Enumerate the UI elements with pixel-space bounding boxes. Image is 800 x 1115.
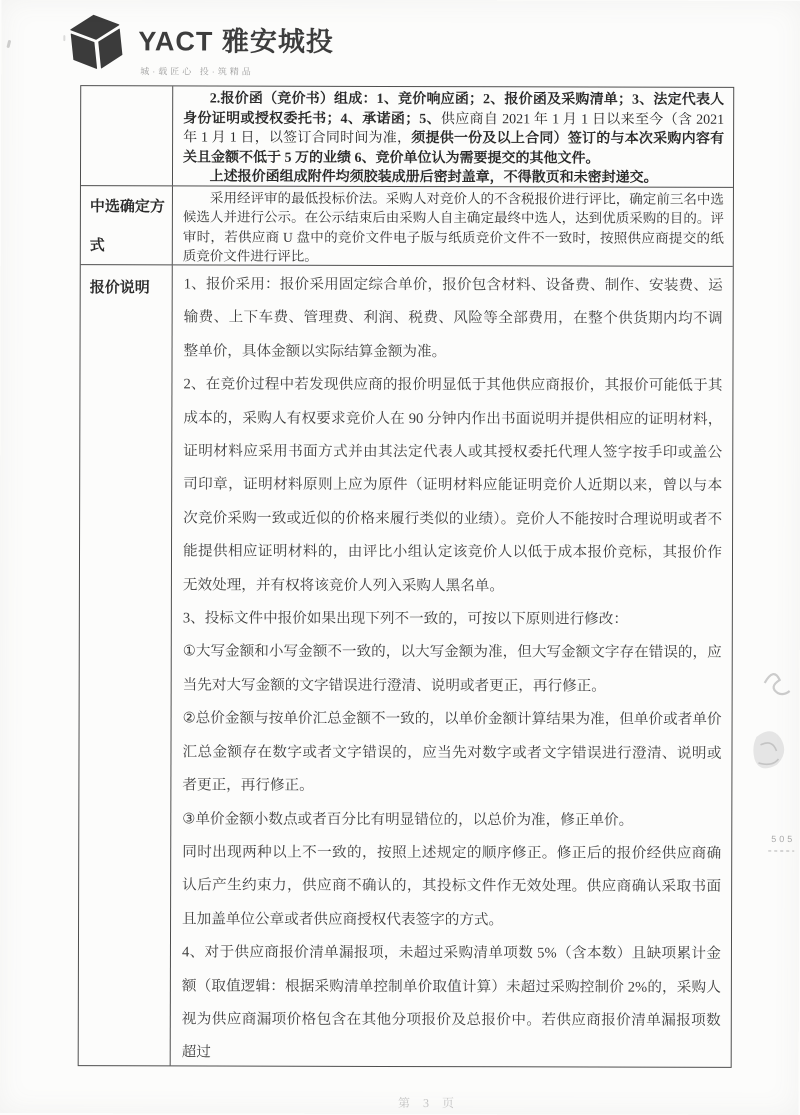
composition-paragraph — [183, 89, 724, 169]
table-row-winner-determination — [81, 185, 733, 266]
quote-note-paragraph: 同时出现两种以上不一致的，按照上述规定的顺序修正。修正后的报价经供应商确认后产生约束力，供应商不确认的，其投标文件作无效处理。供应商确认采取书面且加盖单位公章或者供应商授权代表签字的方式。 — [182, 844, 722, 928]
quote-note-paragraph: ③单价金额小数点或者百分比有明显错位的，以总价为准，修正单价。 — [182, 810, 634, 829]
row-label-empty — [81, 86, 173, 185]
quote-note-paragraph: 3、投标文件中报价如果出现下列不一致的，可按以下原则进行修改： — [182, 610, 628, 628]
logo-text-block — [138, 12, 334, 78]
table-row-quote-notes — [79, 264, 733, 1067]
quote-notes-text — [171, 265, 733, 1066]
winner-determination-paragraph: 采用经评审的最低投标价法。采购人对竞价人的不含税报价进行评比，确定前三名中选候选人并进行公示。在公示结束后由采购人自主确定最终中选人，达到优质采购的目的。评审时，若供应商 U 盘中的竞价文件电子版与纸质竞价文件不一致时，按照供应商提交的纸质竞价文件进行评比。 — [182, 190, 724, 265]
brand-tagline: 城·载匠心 投·筑精品 — [140, 66, 254, 77]
cube-logo-icon — [67, 12, 125, 72]
brand-name: YACT 雅安城投 — [138, 26, 334, 57]
company-logo — [67, 12, 334, 78]
page-number: 第 3 页 — [398, 1095, 460, 1111]
quote-note-paragraph: 2、在竞价过程中若发现供应商的报价明显低于其他供应商报价，其报价可能低于其成本的，采购人有权要求竞价人在 90 分钟内作出书面说明并提供相应的证明材料，证明材料应采用书面方式并由其法定代表人或其授权委托代理人签字按手印或盖公司印章，证明材料原则上应为原件（证明材料应能证明竞价人近期以来，曾以与本次竞价采购一致或近似的价格来履行类似的业绩）。竞价人不能按时合理说明或者不能提供相应证明材料的，由评比小组认定该竞价人以低于成本报价竞标，其报价作无效处理，并有权将该竞价人列入采购人黑名单。 — [182, 376, 723, 594]
quote-note-paragraph: 4、对于供应商报价清单漏报项，未超过采购清单项数 5%（含本数）且缺项累计金额（取值逻辑：根据采购清单控制单价取值计算）未超过采购控制价 2%的，采购人视为供应商漏项价格包含在其他分项报价及总报价中。若供应商报价清单漏报项数超过 — [181, 944, 721, 1061]
table-row-bid-letter-composition — [81, 86, 733, 187]
text-run: 供应商自 2021 年 1 月 1 日以来至今（含 2021 年 1 月 1 日，以签订合同时间为准， — [183, 111, 725, 147]
bid-letter-composition-text — [173, 86, 733, 186]
binding-requirement-text: 上述报价函组成附件均须胶装成册后密封盖章，不得散页和未密封递交。 — [209, 169, 658, 187]
quote-note-paragraph: ①大写金额和小写金额不一致的，以大写金额为准，但大写金额文字存在错误的，应当先对大写金额的文字错误进行澄清、说明或者更正，再行修正。 — [182, 643, 722, 695]
bid-document-table — [78, 85, 735, 1068]
quote-note-paragraph: 1、报价采用：报价采用固定综合单价，报价包含材料、设备费、制作、安装费、运输费、上下车费、管理费、利润、税费、风险等全部费用，在整个供货期内均不调整单价，具体金额以实际结算金额为准。 — [183, 276, 723, 360]
scan-speck-icon — [6, 40, 11, 48]
quote-note-paragraph: ②总价金额与按单价汇总金额不一致的，以单价金额计算结果为准，但单价或者单价汇总金额存在数字或者文字错误的，应当先对数字或者文字错误进行澄清、说明或者更正，再行修正。 — [182, 710, 722, 794]
row-label-winner-determination: 中选确定方式 — [81, 186, 173, 264]
text-run: 须提供一份及以上合同）签订的与本次采购内容有关且金额不低于 5 万的业绩 6、竞价单位认为需要提交的其他文件。 — [183, 131, 725, 167]
margin-note: 505 — [771, 833, 796, 845]
row-label-quote-notes: 报价说明 — [79, 265, 173, 1065]
text-run: 2.报价函（竞价书）组成：1、竞价响应函；2、报价函及采购清单；3、法定代表人身份证明或授权委托书；4、承诺函；5、 — [183, 91, 725, 127]
scan-speck-icon — [63, 35, 65, 41]
winner-determination-text — [173, 186, 733, 265]
